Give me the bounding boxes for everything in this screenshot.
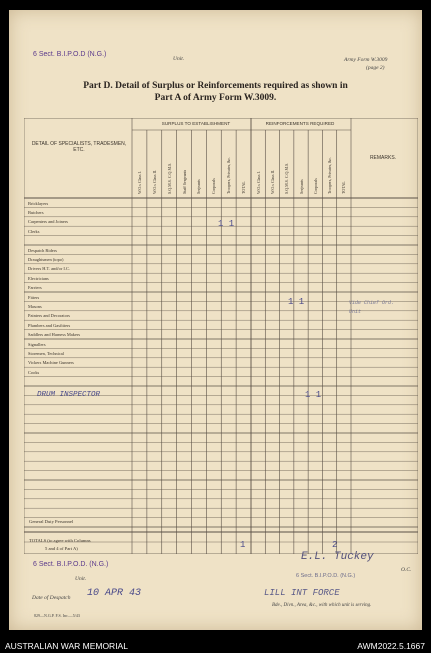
caption-left: AUSTRALIAN WAR MEMORIAL [5, 641, 128, 651]
reinforcement-col-header: TOTAL [341, 181, 347, 194]
signature: E.L. Tuckey [301, 551, 374, 563]
reinforcement-col-header: Corporals [312, 178, 318, 194]
trade-row-label: Butchers [28, 209, 44, 215]
trade-row-label: Vickers Machine Gunners [28, 360, 74, 366]
totals-label-1: TOTALS (to agree with Columns [29, 538, 91, 543]
trade-row-label: Clerks [28, 228, 40, 234]
trade-row-label: Cooks [28, 369, 40, 375]
form-title-line2: Part A of Army Form W.3009. [154, 93, 277, 103]
surplus-col-header: Serjeants [196, 179, 202, 194]
carpenters-marks: 1 1 [218, 219, 235, 229]
unit-stamp-bottom: 6 Sect. B.I.P.O.D. (N.G.) [33, 561, 109, 568]
trade-row-label: Fitters [28, 294, 40, 300]
reinforcement-col-header: W.O.s Class II. [269, 169, 275, 194]
drum-marks: 1 1 [305, 390, 322, 400]
surplus-col-header: W.O.s Class II. [151, 169, 157, 194]
form-title-line1: Part D. Detail of Surplus or Reinforcements required as shown in [83, 81, 348, 91]
totals-label-2: 5 and 4 of Part A) [45, 546, 78, 551]
trade-row-label: Painters and Decorators [28, 313, 70, 319]
reinforcement-col-header: W.O.s Class I. [255, 171, 261, 194]
despatch-date: 10 APR 43 [87, 588, 142, 599]
trade-row-label: Farriers [28, 285, 42, 291]
bde-note: Bde., Divn., Area, &c., with which unit is serving. [272, 603, 372, 608]
surplus-col-header: Staff Sergeants [181, 169, 187, 194]
unit-stamp-top: 6 Sect. B.I.P.O.D (N.G.) [33, 51, 107, 58]
trade-row-label: Plumbers and Gasfitters [28, 322, 71, 328]
general-duty-label: General Duty Personnel [29, 519, 74, 524]
surplus-col-header: TOTAL [241, 181, 247, 194]
reinforcements-header: REINFORCEMENTS REQUIRED [265, 121, 335, 126]
trade-row-label: Masons [28, 303, 42, 309]
trade-row-label: Electricians [28, 275, 49, 281]
surplus-col-header: W.O.s Class I. [136, 171, 142, 194]
despatch-label: Date of Despatch [32, 595, 71, 601]
trade-row-label: Carpenters and Joiners [28, 219, 68, 225]
oc-label: O.C. [401, 567, 412, 573]
trade-row-label: Draughtsmen (topo) [28, 256, 64, 262]
reinforcement-col-header: S.Q.M.S. C.Q.M.S. [284, 162, 290, 194]
trade-row-label: Signallers [28, 341, 46, 347]
totals-surplus: 1 [240, 540, 246, 550]
detail-header: DETAIL OF SPECIALISTS, TRADESMEN, ETC. [31, 141, 127, 153]
surplus-col-header: S.Q.M.S. C.Q.M.S. [166, 162, 172, 194]
remarks-header: REMARKS. [369, 155, 397, 161]
unit-label-top: Unit. [173, 56, 185, 62]
totals-reinforcements: 2 [332, 540, 338, 550]
unit-label-bottom: Unit. [75, 576, 87, 582]
fitters-marks: 1 1 [288, 297, 305, 307]
page-reference: (page 2) [366, 65, 385, 71]
trade-row-label: Drivers H.T. and/or I.C. [28, 266, 70, 272]
trade-row-label: Despatch Riders [28, 247, 57, 253]
form-reference: Army Form W.3009 [344, 57, 388, 63]
surplus-col-header: Troopers, Privates, &c. [226, 156, 232, 194]
caption-right: AWM2022.5.1667 [357, 641, 425, 651]
drum-inspector-entry: DRUM INSPECTOR [37, 391, 101, 399]
officer-stamp: 6 Sect. B.I.P.O.D. (N.G.) [296, 573, 356, 579]
trade-row-label: Bricklayers [28, 200, 49, 206]
trade-row-label: Storemen, Technical [28, 350, 64, 356]
surplus-header: SURPLUS TO ESTABLISHMENT [161, 121, 231, 126]
detail-table [24, 118, 418, 554]
printer-imprint: 829—N.G.P. F.S. Inc.—5/43 [34, 613, 80, 618]
form-paper [9, 10, 422, 630]
fitters-remark: Vide Chief Ord. Unit [349, 300, 395, 315]
surplus-col-header: Corporals [211, 178, 217, 194]
caption-bar [0, 638, 431, 653]
force-entry: LILL INT FORCE [264, 588, 340, 598]
reinforcement-col-header: Troopers, Privates, &c. [327, 156, 333, 194]
reinforcement-col-header: Serjeants [298, 179, 304, 194]
trade-row-label: Saddlers and Harness Makers [28, 332, 81, 338]
